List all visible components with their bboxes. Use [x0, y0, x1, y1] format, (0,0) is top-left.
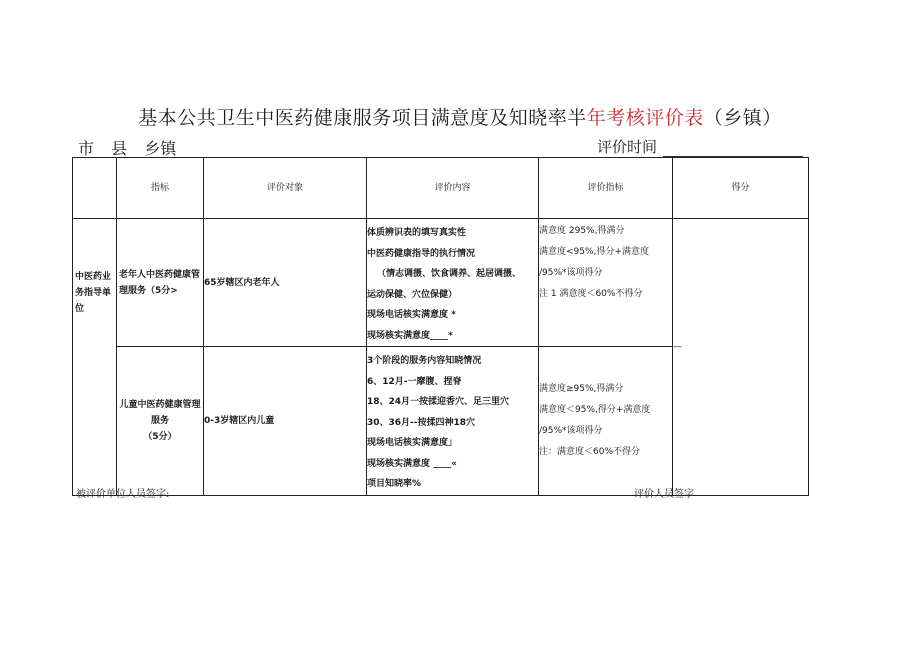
header-indicator: 指标	[117, 158, 204, 219]
township-label: 乡镇	[144, 139, 177, 158]
header-score: 得分	[673, 158, 809, 219]
content-cell: 体质辨识表的填写真实性 中医药健康指导的执行情况 （情志调摄、饮食调养、起居调摄、 运动保健、穴位保健） 现场电话核实满意度 * 现场核实满意度____*	[367, 219, 539, 347]
title-highlight: 年考核评价表	[586, 107, 704, 129]
target-cell: 0-3岁辖区内儿童	[204, 347, 367, 496]
eval-time-blank	[663, 142, 803, 157]
document-title: 基本公共卫生中医药健康服务项目满意度及知晓率半年考核评价表（乡镇）	[138, 107, 782, 129]
eval-time	[597, 136, 803, 157]
evaluated-unit-signature: 被评价单位人员签字:	[76, 489, 170, 500]
county-label: 县	[111, 139, 128, 158]
indicator-cell: 儿童中医药健康管理 服务 （5分）	[117, 347, 204, 496]
evaluation-table	[72, 157, 809, 496]
table-header-row	[73, 158, 809, 219]
content-cell: 3个阶段的服务内容知晓情况 6、12月-一摩腹、捏脊 18、24月一按揉迎香穴、足三里穴 30、36月--按揉四神18穴 现场电话核实满意度」 现场核实满意度 ____« 项目知晓率%	[367, 347, 539, 496]
eval-time-label: 评价时间	[597, 138, 658, 156]
region-line	[78, 136, 188, 159]
score-cell: —	[673, 219, 809, 496]
criteria-cell: 满意度≥95%,得满分 满意度＜95%,得分+满意度 /95%*该项得分 注：满意度＜60%不得分	[539, 347, 673, 496]
header-blank	[73, 158, 117, 219]
indicator-cell: 老年人中医药健康管理服务（5分>	[117, 219, 204, 347]
target-cell: 65岁辖区内老年人	[204, 219, 367, 347]
category-cell: 中医药业务指导单位	[73, 219, 117, 496]
header-criteria: 评价指标	[539, 158, 673, 219]
table-row	[73, 219, 809, 347]
header-content: 评价内容	[367, 158, 539, 219]
city-label: 市	[78, 139, 95, 158]
criteria-cell: 满意度 295%,得满分 满意度<95%,得分+满意度 /95%*该项得分 注 1 满意度＜60%不得分	[539, 219, 673, 347]
header-target: 评价对象	[204, 158, 367, 219]
evaluator-signature: 评价人员签字	[634, 489, 694, 500]
